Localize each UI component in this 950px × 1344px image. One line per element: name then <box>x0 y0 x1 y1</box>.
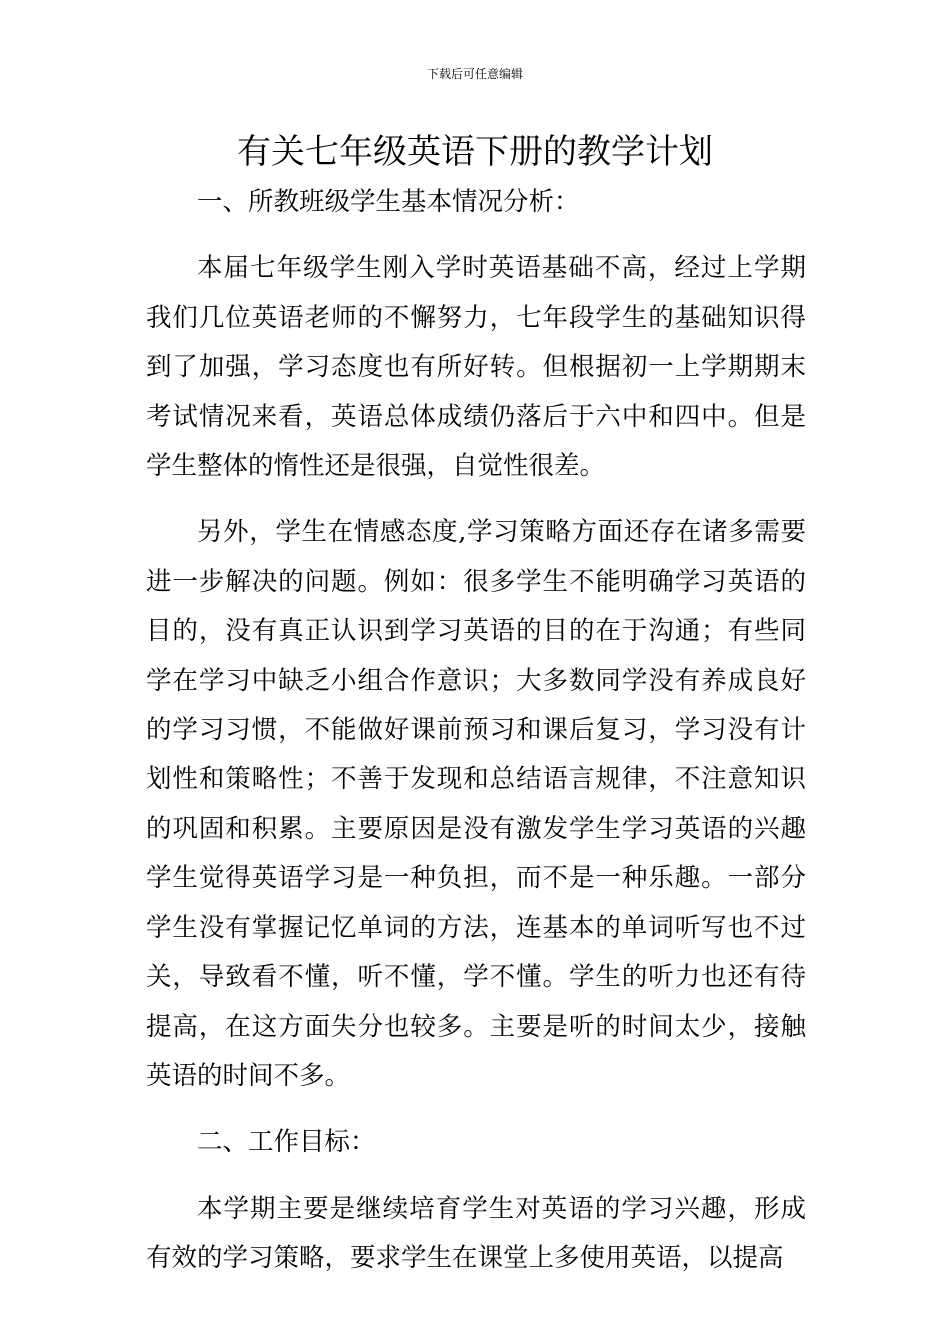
spacer <box>146 227 806 244</box>
spacer <box>146 1168 806 1185</box>
spacer <box>146 491 806 508</box>
document-title: 有关七年级英语下册的教学计划 <box>237 132 713 172</box>
section-1-paragraph-2: 另外，学生在情感态度,学习策略方面还存在诸多需要进一步解决的问题。例如：很多学生不能明确学习英语的目的，没有真正认识到学习英语的目的在于沟通；有些同学在学习中缺乏小组合作意识；大多数同学没有养成良好的学习习惯，不能做好课前预习和课后复习，学习没有计划性和策略性；不善于发现和总结语言规律，不注意知识的巩固和积累。主要原因是没有激发学生学习英语的兴趣学生觉得英语学习是一种负担，而不是一种乐趣。一部分学生没有掌握记忆单词的方法，连基本的单词听写也不过关，导致看不懂，听不懂，学不懂。学生的听力也还有待提高，在这方面失分也较多。主要是听的时间太少，接触英语的时间不多。 <box>146 517 806 1091</box>
spacer <box>146 1101 806 1118</box>
section-2-paragraph-1: 本学期主要是继续培育学生对英语的学习兴趣，形成有效的学习策略，要求学生在课堂上多使用英语，以提高 <box>146 1193 806 1274</box>
header-note: 下载后可任意编辑 <box>426 67 523 81</box>
section-2-heading: 二、工作目标： <box>197 1127 376 1158</box>
document-body <box>146 178 806 1284</box>
section-1-heading: 一、所教班级学生基本情况分析： <box>197 187 580 217</box>
section-1-paragraph-1: 本届七年级学生刚入学时英语基础不高，经过上学期我们几位英语老师的不懈努力，七年段学生的基础知识得到了加强，学习态度也有所好转。但根据初一上学期期末考试情况来看，英语总体成绩仍落后于六中和四中。但是学生整体的惰性还是很强，自觉性很差。 <box>146 253 806 482</box>
